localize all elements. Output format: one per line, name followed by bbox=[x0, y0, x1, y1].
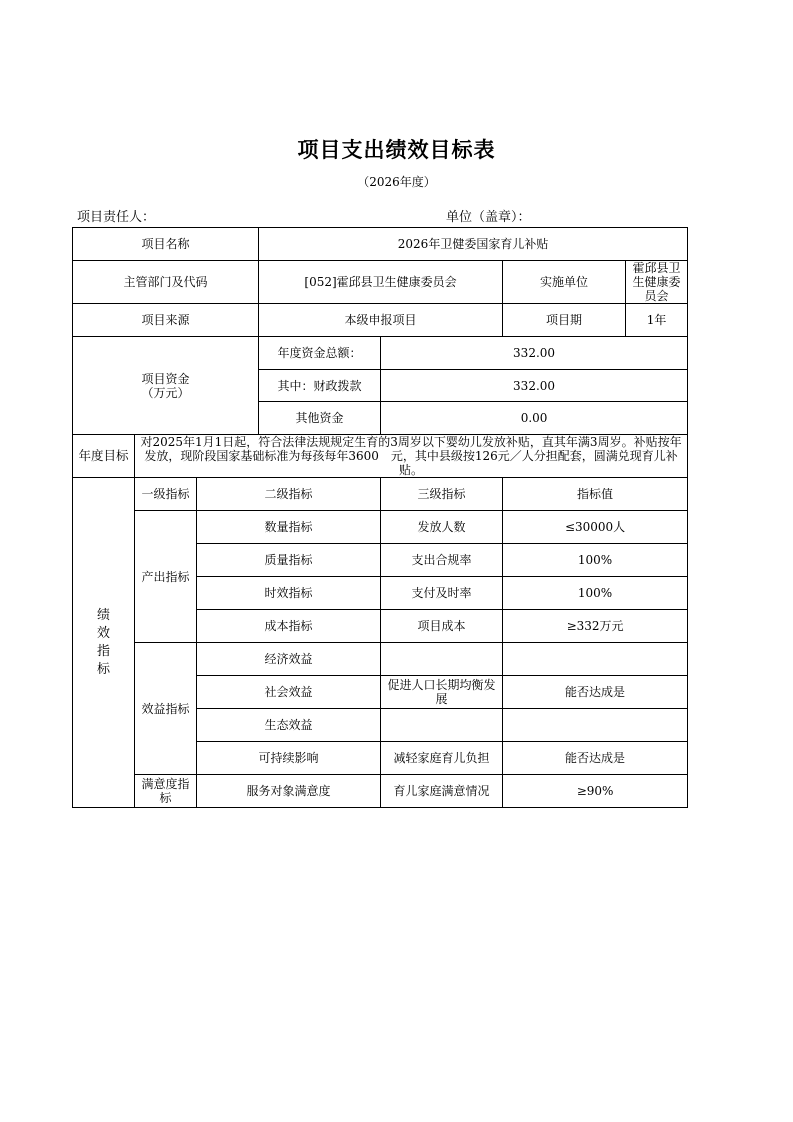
indicator-row bbox=[73, 775, 688, 808]
fiscal-allocation-label: 其中：财政拨款 bbox=[259, 370, 381, 402]
other-funds-value: 0.00 bbox=[381, 402, 688, 435]
project-source-row bbox=[73, 304, 688, 337]
level3-cell: 支付及时率 bbox=[381, 577, 503, 610]
level2-cell: 生态效益 bbox=[197, 709, 381, 742]
level2-cell: 时效指标 bbox=[197, 577, 381, 610]
annual-goal-label: 年度目标 bbox=[73, 435, 135, 478]
indicator-value: 能否达成是 bbox=[503, 742, 688, 775]
page-title: 项目支出绩效目标表 bbox=[297, 138, 496, 162]
level3-cell bbox=[381, 709, 503, 742]
indicator-value: 100% bbox=[503, 544, 688, 577]
fiscal-year-subtitle: （2026年度） bbox=[357, 175, 436, 189]
annual-total-value: 332.00 bbox=[381, 337, 688, 370]
project-period-value: 1年 bbox=[626, 304, 688, 337]
project-funds-label-line1: 项目资金 bbox=[141, 371, 190, 386]
other-funds-label: 其他资金 bbox=[259, 402, 381, 435]
level3-cell: 发放人数 bbox=[381, 511, 503, 544]
level3-cell: 育儿家庭满意情况 bbox=[381, 775, 503, 808]
indicator-value bbox=[503, 643, 688, 676]
level2-cell: 数量指标 bbox=[197, 511, 381, 544]
level3-header: 三级指标 bbox=[381, 478, 503, 511]
department-row bbox=[73, 261, 688, 304]
level2-cell: 成本指标 bbox=[197, 610, 381, 643]
level2-cell: 经济效益 bbox=[197, 643, 381, 676]
level3-cell: 支出合规率 bbox=[381, 544, 503, 577]
project-name-value: 2026年卫健委国家育儿补贴 bbox=[259, 228, 688, 261]
level1-header: 一级指标 bbox=[135, 478, 197, 511]
value-header: 指标值 bbox=[503, 478, 688, 511]
annual-total-label: 年度资金总额： bbox=[259, 337, 381, 370]
performance-target-table bbox=[72, 227, 688, 808]
project-name-label: 项目名称 bbox=[73, 228, 259, 261]
level2-header: 二级指标 bbox=[197, 478, 381, 511]
level3-cell: 减轻家庭育儿负担 bbox=[381, 742, 503, 775]
level2-cell: 质量指标 bbox=[197, 544, 381, 577]
project-funds-label bbox=[73, 337, 259, 435]
indicator-value: ≥90% bbox=[503, 775, 688, 808]
unit-seal-label: 单位（盖章）： bbox=[446, 210, 531, 225]
level3-cell bbox=[381, 643, 503, 676]
performance-indicators-label: 绩效指标 bbox=[73, 478, 135, 808]
annual-goal-text: 对2025年1月1日起，符合法律法规规定生育的3周岁以下婴幼儿发放补贴，直其年满3周岁。补贴按年发放，现阶段国家基础标准为每孩每年3600 元，其中县级按126元／人分担配套，圆满兑现育儿补贴。 bbox=[135, 435, 688, 478]
indicator-row bbox=[73, 511, 688, 544]
indicator-value: ≤30000人 bbox=[503, 511, 688, 544]
project-period-label: 项目期 bbox=[503, 304, 626, 337]
project-funds-label-line2: （万元） bbox=[141, 385, 190, 400]
indicator-value: 能否达成是 bbox=[503, 676, 688, 709]
satisfaction-indicators-label: 满意度指标 bbox=[135, 775, 197, 808]
benefit-indicators-label: 效益指标 bbox=[135, 643, 197, 775]
level2-cell: 可持续影响 bbox=[197, 742, 381, 775]
indicator-value: 100% bbox=[503, 577, 688, 610]
indicator-value bbox=[503, 709, 688, 742]
output-indicators-label: 产出指标 bbox=[135, 511, 197, 643]
project-owner-label: 项目责任人： bbox=[77, 210, 156, 225]
department-label: 主管部门及代码 bbox=[73, 261, 259, 304]
level2-cell: 服务对象满意度 bbox=[197, 775, 381, 808]
level2-cell: 社会效益 bbox=[197, 676, 381, 709]
indicator-header-row bbox=[73, 478, 688, 511]
level3-cell: 项目成本 bbox=[381, 610, 503, 643]
annual-goal-row bbox=[73, 435, 688, 478]
indicator-value: ≥332万元 bbox=[503, 610, 688, 643]
department-value: [052]霍邱县卫生健康委员会 bbox=[259, 261, 503, 304]
implementing-unit-label: 实施单位 bbox=[503, 261, 626, 304]
project-name-row bbox=[73, 228, 688, 261]
funds-total-row bbox=[73, 337, 688, 370]
level3-cell: 促进人口长期均衡发展 bbox=[381, 676, 503, 709]
project-source-label: 项目来源 bbox=[73, 304, 259, 337]
project-source-value: 本级申报项目 bbox=[259, 304, 503, 337]
fiscal-allocation-value: 332.00 bbox=[381, 370, 688, 402]
implementing-unit-value: 霍邱县卫生健康委员会 bbox=[626, 261, 688, 304]
indicator-row bbox=[73, 643, 688, 676]
